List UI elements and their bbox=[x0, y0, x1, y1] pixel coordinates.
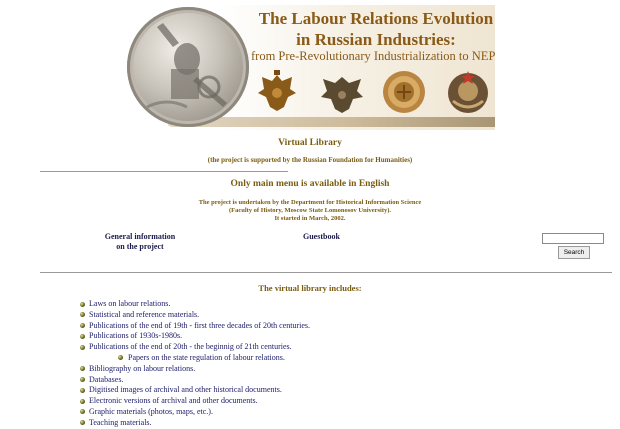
bullet-icon bbox=[80, 323, 85, 328]
library-heading: The virtual library includes: bbox=[258, 283, 362, 293]
general-info-label-line2: on the project bbox=[116, 241, 164, 251]
library-item-label: Digitised images of archival and other historical documents. bbox=[89, 385, 282, 395]
bullet-icon bbox=[80, 366, 85, 371]
double-eagle-emblem bbox=[317, 67, 367, 117]
worker-coin-image bbox=[127, 7, 249, 127]
bullet-icon bbox=[80, 399, 85, 404]
guestbook-link[interactable]: Guestbook bbox=[303, 232, 340, 241]
library-item-publications-1930s-1980s[interactable] bbox=[80, 331, 310, 342]
banner-title-line1: The Labour Relations Evolution bbox=[258, 9, 494, 28]
imperial-eagle-emblem bbox=[252, 67, 302, 117]
general-info-label-line1: General information bbox=[104, 232, 176, 241]
bullet-icon bbox=[118, 355, 123, 360]
virtual-library-label: Virtual Library bbox=[278, 138, 342, 148]
library-item-label: Publications of 1930s-1980s. bbox=[89, 331, 183, 341]
library-item-statistical[interactable] bbox=[80, 310, 310, 321]
bullet-icon bbox=[80, 388, 85, 393]
library-item-graphic-materials[interactable] bbox=[80, 407, 310, 418]
project-info-line3: It started in March, 2002. bbox=[274, 215, 346, 222]
bullet-icon bbox=[80, 302, 85, 307]
library-item-label: Bibliography on labour relations. bbox=[89, 363, 196, 373]
library-item-label: Papers on the state regulation of labour relations. bbox=[128, 352, 285, 362]
library-item-digitised-images[interactable] bbox=[80, 385, 310, 396]
library-subitem-state-regulation[interactable] bbox=[80, 353, 310, 364]
library-item-label: Teaching materials. bbox=[89, 417, 152, 427]
banner-title-line2: in Russian Industries: bbox=[296, 30, 456, 49]
general-info-link[interactable] bbox=[98, 232, 182, 251]
divider-top bbox=[40, 171, 288, 172]
divider-middle bbox=[40, 272, 612, 273]
soviet-arms-emblem bbox=[379, 67, 429, 117]
library-item-laws[interactable] bbox=[80, 299, 310, 310]
library-item-teaching-materials[interactable] bbox=[80, 418, 310, 429]
bullet-icon bbox=[80, 409, 85, 414]
library-item-publications-19th-20th[interactable] bbox=[80, 321, 310, 332]
support-note: (the project is supported by the Russian Foundation for Humanities) bbox=[207, 156, 413, 164]
search-button[interactable]: Search bbox=[558, 246, 590, 259]
library-item-publications-20th-21th[interactable] bbox=[80, 342, 310, 353]
library-item-label: Databases. bbox=[89, 374, 124, 384]
bullet-icon bbox=[80, 312, 85, 317]
library-item-bibliography[interactable] bbox=[80, 364, 310, 375]
main-menu-note: Only main menu is available in English bbox=[230, 179, 390, 189]
library-item-electronic-versions[interactable] bbox=[80, 396, 310, 407]
library-item-label: Publications of the end of 19th - first three decades of 20th centuries. bbox=[89, 320, 311, 330]
library-item-databases[interactable] bbox=[80, 375, 310, 386]
bullet-icon bbox=[80, 345, 85, 350]
library-item-label: Laws on labour relations. bbox=[89, 299, 171, 308]
banner-subtitle: from Pre-Revolutionary Industrialization to NEP bbox=[251, 49, 496, 63]
project-info-line2: (Faculty of History, Moscow State Lomonosov University). bbox=[228, 207, 392, 214]
bullet-icon bbox=[80, 420, 85, 425]
bullet-icon bbox=[80, 334, 85, 339]
library-item-label: Electronic versions of archival and other documents. bbox=[89, 396, 258, 406]
project-info-line1: The project is undertaken by the Department for Historical Information Science bbox=[198, 199, 422, 206]
library-item-label: Publications of the end of 20th - the beginnig of 21th centuries. bbox=[89, 342, 292, 352]
bullet-icon bbox=[80, 377, 85, 382]
header-banner bbox=[127, 5, 495, 130]
ussr-arms-emblem bbox=[443, 67, 493, 117]
library-list bbox=[80, 299, 310, 429]
search-input[interactable] bbox=[542, 233, 604, 244]
library-item-label: Graphic materials (photos, maps, etc.). bbox=[89, 406, 213, 416]
library-item-label: Statistical and reference materials. bbox=[89, 309, 200, 319]
